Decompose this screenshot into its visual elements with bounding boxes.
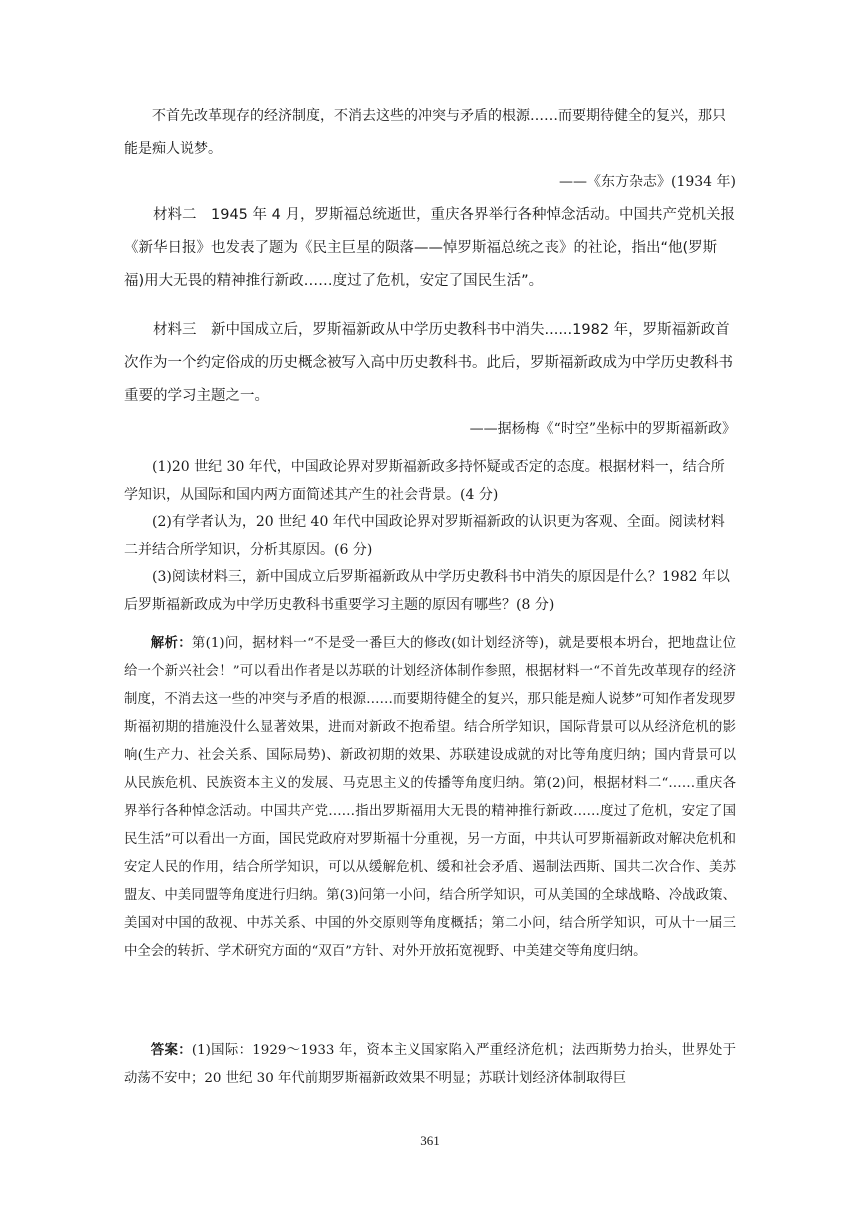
material-two-label: 材料二 xyxy=(153,207,197,223)
question-2: (2)有学者认为，20 世纪 40 年代中国政论界对罗斯福新政的认识更为客观、全面。阅读材料二并结合所学知识，分析其原因。(6 分) xyxy=(124,514,725,558)
material-one-text: 不首先改革现存的经济制度，不消去这些的冲突与矛盾的根源……而要期待健全的复兴，那只能是痴人说梦。 xyxy=(124,108,726,157)
material-three-source: ——据杨梅《“时空”坐标中的罗斯福新政》 xyxy=(469,421,736,437)
material-one xyxy=(124,100,736,199)
question-1: (1)20 世纪 30 年代，中国政论界对罗斯福新政多持怀疑或否定的态度。根据材料一，结合所学知识，从国际和国内两方面简述其产生的社会背景。(4 分) xyxy=(124,459,725,503)
analysis-paragraph xyxy=(124,629,736,966)
material-one-source: ——《东方杂志》(1934 年) xyxy=(558,174,736,190)
analysis-text: 第(1)问，据材料一“不是受一番巨大的修改(如计划经济等)，就是要根本坍台，把地盘让位给一个新兴社会！”可以看出作者是以苏联的计划经济体制作参照，根据材料一“不首先改革现存的经济制度，不消去这一些的冲突与矛盾的根源……而要期待健全的复兴，那只能是痴人说梦”可知作者发现罗斯福初期的措施没什么显著效果，进而对新政不抱希望。结合所学知识，国际背景可以从经济危机的影响(生产力、社会关系、国际局势)、新政初期的效果、苏联建设成就的对比等角度归纳；国内背景可以从民族危机、民族资本主义的发展、马克思主义的传播等角度归纳。第(2)问，根据材料二“……重庆各界举行各种悼念活动。中国共产党……指出罗斯福用大无畏的精神推行新政……度过了危机，安定了国民生活”可以看出一方面，国民党政府对罗斯福十分重视，另一方面，中共认可罗斯福新政对解决危机和安定人民的作用，结合所学知识，可以从缓解危机、缓和社会矛盾、遏制法西斯、国共二次合作、美苏盟友、中美同盟等角度进行归纳。第(3)问第一小问，结合所学知识，可从美国的全球战略、冷战政策、美国对中国的敌视、中苏关系、中国的外交原则等角度概括；第二小问，结合所学知识，可从十一届三中全会的转折、学术研究方面的“双百”方针、对外开放拓宽视野、中美建交等角度归纳。 xyxy=(124,636,737,959)
material-three-label: 材料三 xyxy=(153,322,197,338)
analysis xyxy=(124,629,736,966)
material-three-text: 新中国成立后，罗斯福新政从中学历史教科书中消失......1982 年，罗斯福新政首次作为一个约定俗成的历史概念被写入高中历史教科书。此后，罗斯福新政成为中学历史教科书重要的学习主题之一。 xyxy=(124,322,733,404)
answer xyxy=(124,1036,736,1093)
question-3: (3)阅读材料三，新中国成立后罗斯福新政从中学历史教科书中消失的原因是什么？1982 年以后罗斯福新政成为中学历史教科书重要学习主题的原因有哪些？(8 分) xyxy=(124,569,730,613)
material-two-paragraph xyxy=(124,199,736,298)
material-three xyxy=(124,314,736,446)
answer-text: (1)国际：1929～1933 年，资本主义国家陷入严重经济危机；法西斯势力抬头，世界处于动荡不安中；20 世纪 30 年代前期罗斯福新政效果不明显；苏联计划经济体制取得巨 xyxy=(124,1043,736,1086)
answer-paragraph xyxy=(124,1036,736,1093)
questions xyxy=(124,454,736,619)
material-two-text: 1945 年 4 月，罗斯福总统逝世，重庆各界举行各种悼念活动。中国共产党机关报《新华日报》也发表了题为《民主巨星的陨落——悼罗斯福总统之丧》的社论，指出“他(罗斯福)用大无畏的精神推行新政……度过了危机，安定了国民生活”。 xyxy=(124,207,735,289)
page-number: 361 xyxy=(420,1133,440,1148)
material-two xyxy=(124,199,736,298)
material-three-paragraph xyxy=(124,314,736,413)
analysis-label: 解析： xyxy=(150,635,192,651)
answer-label: 答案： xyxy=(150,1042,192,1058)
